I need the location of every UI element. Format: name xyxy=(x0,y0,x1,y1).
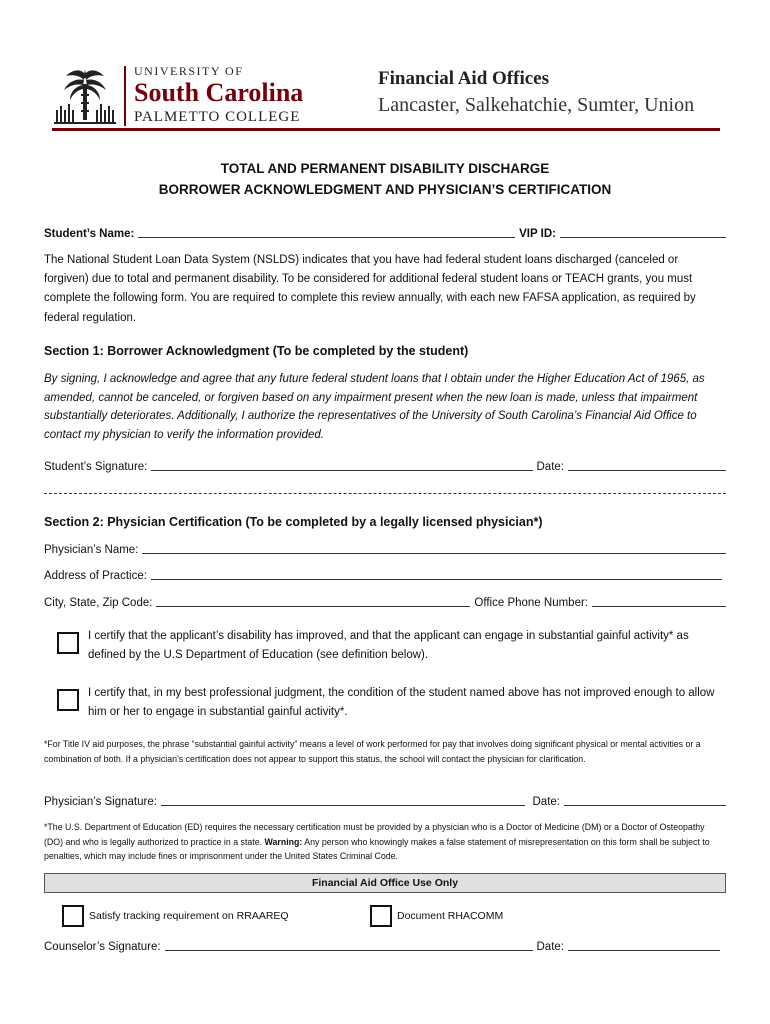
palmetto-tree-icon xyxy=(52,66,118,130)
intro-paragraph: The National Student Loan Data System (NSLDS) indicates that you have had federal student loans discharged (canceled or forgiven) due to total and permanent disability. To be considered for additional federal student loans or TEACH grants, you must complete the following form. You are required to complete this review annually, with each new FAFSA application, as required by federal regulation. xyxy=(44,254,696,324)
improved-option-text: I certify that the applicant’s disability has improved, and that the applicant can engage in substantial gainful activity* as defined by the U.S Department of Education (see definition below). xyxy=(88,630,689,661)
section2-heading: Section 2: Physician Certification (To be completed by a legally licensed physician*) xyxy=(44,515,543,529)
office-campuses: Lancaster, Salkehatchie, Sumter, Union xyxy=(378,94,695,116)
rhacomm-label: Document RHACOMM xyxy=(397,910,504,922)
vip-id-label: VIP ID: xyxy=(519,228,556,240)
warning-label: Warning: xyxy=(264,836,303,847)
office-title: Financial Aid Offices xyxy=(378,68,549,89)
rraareq-label: Satisfy tracking requirement on RRAAREQ xyxy=(89,910,289,922)
section1-heading: Section 1: Borrower Acknowledgment (To be completed by the student) xyxy=(44,344,469,358)
physician-name-row xyxy=(44,542,726,556)
sga-footnote: *For Title IV aid purposes, the phrase “substantial gainful activity” means a level of work performed for pay that involves doing significant physical or mental activities or a combination of both. If a physician’s certification does not appear to support this status, the school will contact the physician for clarification. xyxy=(44,739,701,764)
student-name-field[interactable] xyxy=(138,226,515,238)
student-signature-label: Student’s Signature: xyxy=(44,461,148,473)
physician-name-field[interactable] xyxy=(142,542,726,554)
logo-south-carolina: South Carolina xyxy=(134,78,304,107)
logo-palmetto-college: PALMETTO COLLEGE xyxy=(134,109,301,125)
vip-id-field[interactable] xyxy=(560,226,726,238)
physician-signature-row xyxy=(44,794,726,808)
counselor-signature-row xyxy=(44,939,726,953)
university-logo-text xyxy=(134,64,303,126)
city-state-zip-field[interactable] xyxy=(156,595,470,607)
rhacomm-checkbox[interactable] xyxy=(370,905,392,927)
borrower-acknowledgment-statement: By signing, I acknowledge and agree that any future federal student loans that I obtain under the Higher Education Act of 1965, as amended, cannot be canceled, or forgiven based on any impairment present when the new loan is made, unless that impairment substantially deteriorates. Additionally, I authorize the representatives of the University of South Carolina’s Financial Aid Office to contact my physician to verify the information provided. xyxy=(44,373,705,441)
city-phone-row xyxy=(44,595,726,609)
student-signature-field[interactable] xyxy=(151,459,532,471)
form-title-line2: BORROWER ACKNOWLEDGMENT AND PHYSICIAN’S CERTIFICATION xyxy=(158,182,612,197)
physician-name-label: Physician’s Name: xyxy=(44,544,139,556)
not-improved-checkbox[interactable] xyxy=(57,689,79,711)
counselor-date-field[interactable] xyxy=(568,939,720,951)
header-rule xyxy=(52,128,720,131)
certification-note xyxy=(44,820,726,864)
student-signature-row xyxy=(44,459,726,473)
logo-divider xyxy=(124,66,126,126)
section-separator xyxy=(44,493,726,494)
office-phone-label: Office Phone Number: xyxy=(474,597,588,609)
form-title-line1: TOTAL AND PERMANENT DISABILITY DISCHARGE xyxy=(220,161,550,176)
certification-note-text: *The U.S. Department of Education (ED) requires the necessary certification must be provided by a physician who is a Doctor of Medicine (DM) or a Doctor of Osteopathy (DO) and who is legally authorized to practice in a state. xyxy=(44,822,705,847)
logo-university-of: UNIVERSITY OF xyxy=(134,64,244,78)
office-phone-field[interactable] xyxy=(592,595,726,607)
physician-date-label: Date: xyxy=(532,796,560,808)
city-state-zip-label: City, State, Zip Code: xyxy=(44,597,153,609)
counselor-date-label: Date: xyxy=(536,941,564,953)
office-use-heading: Financial Aid Office Use Only xyxy=(44,873,726,893)
physician-signature-label: Physician’s Signature: xyxy=(44,796,157,808)
warning-text: Any person who knowingly makes a false statement of misrepresentation on this form shall be subject to penalties, which may include fines or imprisonment under the United States Criminal Code. xyxy=(44,836,710,861)
counselor-signature-field[interactable] xyxy=(165,939,533,951)
improved-checkbox[interactable] xyxy=(57,632,79,654)
letterhead xyxy=(52,62,720,134)
counselor-signature-label: Counselor’s Signature: xyxy=(44,941,161,953)
rraareq-checkbox[interactable] xyxy=(62,905,84,927)
student-date-label: Date: xyxy=(536,461,564,473)
student-name-label: Student’s Name: xyxy=(44,228,135,240)
not-improved-option-text: I certify that, in my best professional judgment, the condition of the student named above has not improved enough to allow him or her to engage in substantial gainful activity*. xyxy=(88,687,715,718)
physician-date-field[interactable] xyxy=(564,794,726,806)
address-row xyxy=(44,568,726,582)
student-name-row xyxy=(44,226,726,240)
address-label: Address of Practice: xyxy=(44,570,147,582)
physician-signature-field[interactable] xyxy=(161,794,525,806)
address-field[interactable] xyxy=(151,568,722,580)
student-date-field[interactable] xyxy=(568,459,726,471)
